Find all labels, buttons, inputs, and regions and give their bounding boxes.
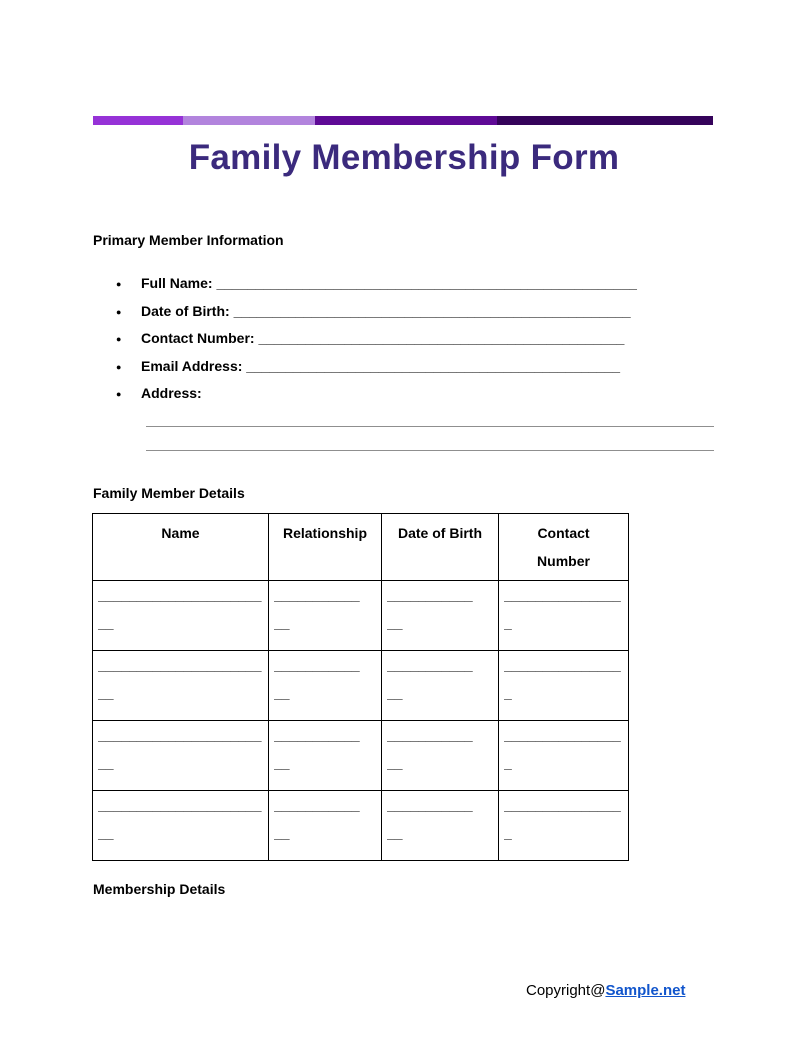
name-blank-cell: _____________________ __ [93, 581, 269, 651]
table-row [93, 791, 629, 861]
field-contact-number [93, 328, 637, 348]
primary-member-fields-list [93, 273, 637, 411]
relationship-blank-cell: ___________ __ [269, 791, 382, 861]
contact-number-blank-line: _______________________________________________ [258, 330, 625, 346]
membership-details-heading: Membership Details [93, 881, 226, 897]
date-of-birth-blank-cell: ___________ __ [382, 581, 499, 651]
full-name-blank-line: ______________________________________________________ [216, 275, 637, 291]
column-header-contact-number-label: Contact Number [537, 525, 590, 569]
date-of-birth-label: Date of Birth: [141, 302, 230, 319]
table-row [93, 581, 629, 651]
contact-number-blank-cell: _______________ _ [499, 721, 629, 791]
column-header-contact-number [499, 514, 629, 581]
field-date-of-birth [93, 301, 637, 321]
primary-member-information-heading: Primary Member Information [93, 232, 284, 248]
contact-number-blank-cell: _______________ _ [499, 651, 629, 721]
accent-bar-segment-4 [497, 116, 713, 125]
field-address [93, 383, 637, 403]
column-header-date-of-birth [382, 514, 499, 581]
date-of-birth-blank-line: ___________________________________________________ [233, 302, 631, 319]
form-title: Family Membership Form [188, 138, 620, 177]
name-blank-cell: _____________________ __ [93, 651, 269, 721]
relationship-blank-cell: ___________ __ [269, 651, 382, 721]
accent-bar-segment-2 [183, 116, 315, 125]
contact-number-label: Contact Number: [141, 330, 255, 346]
table-row [93, 651, 629, 721]
family-member-details-heading: Family Member Details [93, 485, 245, 501]
email-address-label: Email Address: [141, 357, 243, 374]
address-blank-line-2 [146, 450, 714, 451]
date-of-birth-blank-cell: ___________ __ [382, 721, 499, 791]
family-members-table [92, 513, 629, 861]
contact-number-blank-cell: _______________ _ [499, 581, 629, 651]
relationship-blank-cell: ___________ __ [269, 581, 382, 651]
contact-number-blank-cell: _______________ _ [499, 791, 629, 861]
accent-bar-segment-1 [93, 116, 183, 125]
table-header-row [93, 514, 629, 581]
full-name-label: Full Name: [141, 275, 213, 291]
accent-bar-segment-3 [315, 116, 497, 125]
header-accent-bar [93, 116, 713, 125]
field-full-name [93, 273, 637, 293]
name-blank-cell: _____________________ __ [93, 721, 269, 791]
table-row [93, 721, 629, 791]
column-header-relationship-label: Relationship [282, 525, 367, 541]
field-email-address [93, 356, 637, 376]
column-header-date-of-birth-label: Date of Birth [398, 525, 482, 541]
column-header-relationship [269, 514, 382, 581]
column-header-name-label: Name [161, 525, 200, 541]
name-blank-cell: _____________________ __ [93, 791, 269, 861]
date-of-birth-blank-cell: ___________ __ [382, 651, 499, 721]
column-header-name [93, 514, 269, 581]
sample-net-link[interactable]: Sample.net [605, 982, 686, 999]
date-of-birth-blank-cell: ___________ __ [382, 791, 499, 861]
address-label: Address: [141, 385, 202, 401]
relationship-blank-cell: ___________ __ [269, 721, 382, 791]
address-blank-line-1 [146, 426, 714, 427]
copyright-text: Copyright@ [526, 982, 606, 999]
footer [526, 982, 685, 1000]
email-address-blank-line: ________________________________________________ [246, 357, 621, 374]
